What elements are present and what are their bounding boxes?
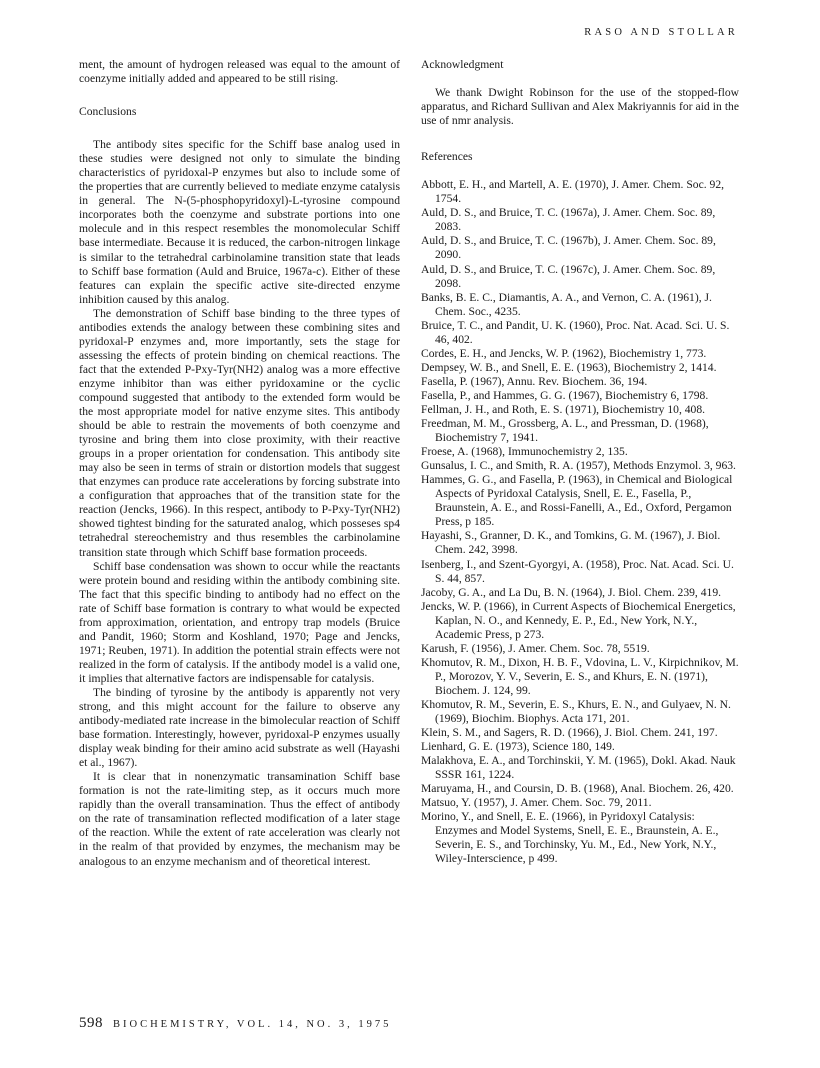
reference-entry: Khomutov, R. M., Severin, E. S., Khurs, E. N., and Gulyaev, N. N. (1969), Biochim. Biophys. Acta 171, 201. [421, 697, 731, 726]
conclusions-paragraph-2: The demonstration of Schiff base binding to the three types of antibodies extends the analogy between these combining sites and pyridoxal-P enzymes and, more importantly, sets the stage for assessing the effects of protein binding on chemical reactions. The fact that the extended P-Pxy-Tyr(NH2) analog was a more effective enzyme inhibitor than was either pyridoxamine or the cyclic compound suggested that antibody to the extended form would be the most appropriate model for native enzyme sites. This antibody should be able to restrain the movements of both coenzyme and tyrosine and bring them into close proximity, with their reactive groups in a proper orientation for condensation. This antibody site may also be seen in terms of strain or distortion models that suggest that enzymes can produce rate accelerations by forcing substrate into a configuration that approaches that of the transition state for the reaction (Jencks, 1966). In this respect, antibody to P-Pxy-Tyr(NH2) showed tightest binding for the saturated analog, which posseses sp4 tetrahedral stereochemistry and thus resembles the carbinolamine transition state through which Schiff base formation proceeds. [79, 306, 400, 559]
reference-entry: Fasella, P. (1967), Annu. Rev. Biochem. 36, 194. [421, 374, 648, 388]
reference-entry: Jencks, W. P. (1966), in Current Aspects of Biochemical Energetics, Kaplan, N. O., and Kennedy, E. P., Ed., New York, N.Y., Academic Press, p 273. [421, 599, 736, 641]
page-number: 598 [79, 1015, 103, 1031]
page-footer [79, 1015, 391, 1032]
reference-entry: Cordes, E. H., and Jencks, W. P. (1962), Biochemistry 1, 773. [421, 346, 707, 360]
reference-entry: Matsuo, Y. (1957), J. Amer. Chem. Soc. 79, 2011. [421, 796, 652, 810]
reference-entry: Jacoby, G. A., and La Du, B. N. (1964), J. Biol. Chem. 239, 419. [421, 585, 722, 599]
conclusions-paragraph-5: It is clear that in nonenzymatic transamination Schiff base formation is not the rate-limiting step, as it occurs much more rapidly than the overall transamination. Thus the effect of antibody on the rate of transamination reflected modification of a later stage of the reaction. While the extent of rate acceleration was clearly not in the realm of that provided by enzymes, the mechanism may be analogous to an enzyme mechanism and of theoretical interest. [79, 770, 400, 868]
reference-entry: Fellman, J. H., and Roth, E. S. (1971), Biochemistry 10, 408. [421, 402, 706, 416]
reference-entry: Gunsalus, I. C., and Smith, R. A. (1957), Methods Enzymol. 3, 963. [421, 459, 736, 473]
continuation-paragraph: ment, the amount of hydrogen released was equal to the amount of coenzyme initially added and appeared to be still rising. [79, 58, 400, 86]
reference-entry: Hayashi, S., Granner, D. K., and Tomkins, G. M. (1967), J. Biol. Chem. 242, 3998. [421, 529, 721, 557]
reference-entry: Morino, Y., and Snell, E. E. (1966), in Pyridoxyl Catalysis: Enzymes and Model Systems, Snell, E. E., Braunstein, A. E., Severin, E. S., and Torchinsky, Yu. M., Ed., New York, N.Y., Wiley-Interscience, p 499. [421, 810, 719, 866]
reference-entry: Auld, D. S., and Bruice, T. C. (1967c), J. Amer. Chem. Soc. 89, 2098. [421, 262, 716, 290]
references-list [421, 178, 739, 866]
reference-entry: Khomutov, R. M., Dixon, H. B. F., Vdovina, L. V., Kirpichnikov, M. P., Morozov, Y. V., Severin, E. S., and Khurs, E. N. (1971), Biochem. J. 124, 99. [421, 655, 739, 697]
reference-entry: Dempsey, W. B., and Snell, E. E. (1963), Biochemistry 2, 1414. [421, 360, 717, 374]
acknowledgment-text: We thank Dwight Robinson for the use of the stopped-flow apparatus, and Richard Sullivan and Alex Makriyannis for aid in the use of nmr analysis. [421, 86, 739, 128]
reference-entry: Hammes, G. G., and Fasella, P. (1963), in Chemical and Biological Aspects of Pyridoxal Catalysis, Snell, E. E., Fasella, P., Braunstein, A. E., and Rossi-Fanelli, A., Ed., Oxford, Pergamon Press, p 185. [421, 473, 733, 529]
reference-entry: Malakhova, E. A., and Torchinskii, Y. M. (1965), Dokl. Akad. Nauk SSSR 161, 1224. [421, 754, 736, 782]
references-heading: References [421, 150, 473, 164]
reference-entry: Freedman, M. M., Grossberg, A. L., and Pressman, D. (1968), Biochemistry 7, 1941. [421, 417, 709, 445]
reference-entry: Froese, A. (1968), Immunochemistry 2, 135. [421, 445, 628, 459]
conclusions-paragraph-1: The antibody sites specific for the Schiff base analog used in these studies were designed not only to simulate the binding characteristics of pyridoxal-P enzymes but also to include some of the properties that are currently believed to mediate enzyme catalysis in general. The N-(5-phosphopyridoxyl)-L-tyrosine compound incorporates both the coenzyme and substrate portions into one molecule and in this respect resembles the monomolecular Schiff base intermediate. Because it is reduced, the carbon-nitrogen linkage is similar to the tetrahedral carbinolamine transition state that leads to Schiff base formation (Auld and Bruice, 1967a-c). Either of these features can explain the specific active site-directed enzyme inhibition caused by this analog. [79, 138, 400, 306]
reference-entry: Lienhard, G. E. (1973), Science 180, 149. [421, 740, 615, 754]
running-head: RASO AND STOLLAR [584, 27, 738, 38]
right-column [421, 58, 739, 867]
reference-entry: Banks, B. E. C., Diamantis, A. A., and Vernon, C. A. (1961), J. Chem. Soc., 4235. [421, 290, 712, 318]
conclusions-paragraph-4: The binding of tyrosine by the antibody is apparently not very strong, and this might account for the failure to observe any antibody-mediated rate increase in the bimolecular reaction of Schiff base formation. Interestingly, however, pyridoxal-P enzymes usually display weak binding for their amino acid substrate as well (Hayashi et al., 1967). [79, 685, 400, 770]
reference-entry: Abbott, E. H., and Martell, A. E. (1970), J. Amer. Chem. Soc. 92, 1754. [421, 178, 725, 206]
reference-entry: Auld, D. S., and Bruice, T. C. (1967b), J. Amer. Chem. Soc. 89, 2090. [421, 234, 716, 262]
reference-entry: Auld, D. S., and Bruice, T. C. (1967a), J. Amer. Chem. Soc. 89, 2083. [421, 206, 716, 234]
reference-entry: Klein, S. M., and Sagers, R. D. (1966), J. Biol. Chem. 241, 197. [421, 726, 718, 740]
left-column [79, 58, 400, 869]
acknowledgment-heading: Acknowledgment [421, 58, 504, 71]
conclusions-paragraph-3: Schiff base condensation was shown to occur while the reactants were protein bound and residing within the antibody combining site. The fact that this specific binding to antibody had no effect on the rate of Schiff base formation is contrary to what would be expected from approximation, orientation, and entropy trap models (Bruice and Pandit, 1960; Storm and Koshland, 1970; Page and Jencks, 1971; Reuben, 1971). In addition the potential strain effects were not realized in the form of catalysis. If the antibody model is a valid one, it implies that alternative factors are indispensable for catalysis. [79, 559, 400, 685]
reference-entry: Maruyama, H., and Coursin, D. B. (1968), Anal. Biochem. 26, 420. [421, 782, 734, 796]
reference-entry: Isenberg, I., and Szent-Gyorgyi, A. (1958), Proc. Nat. Acad. Sci. U. S. 44, 857. [421, 557, 734, 585]
reference-entry: Bruice, T. C., and Pandit, U. K. (1960), Proc. Nat. Acad. Sci. U. S. 46, 402. [421, 318, 730, 346]
conclusions-heading: Conclusions [79, 105, 137, 119]
reference-entry: Fasella, P., and Hammes, G. G. (1967), Biochemistry 6, 1798. [421, 388, 709, 402]
journal-citation: BIOCHEMISTRY, VOL. 14, NO. 3, 1975 [113, 1019, 392, 1030]
reference-entry: Karush, F. (1956), J. Amer. Chem. Soc. 78, 5519. [421, 641, 650, 655]
